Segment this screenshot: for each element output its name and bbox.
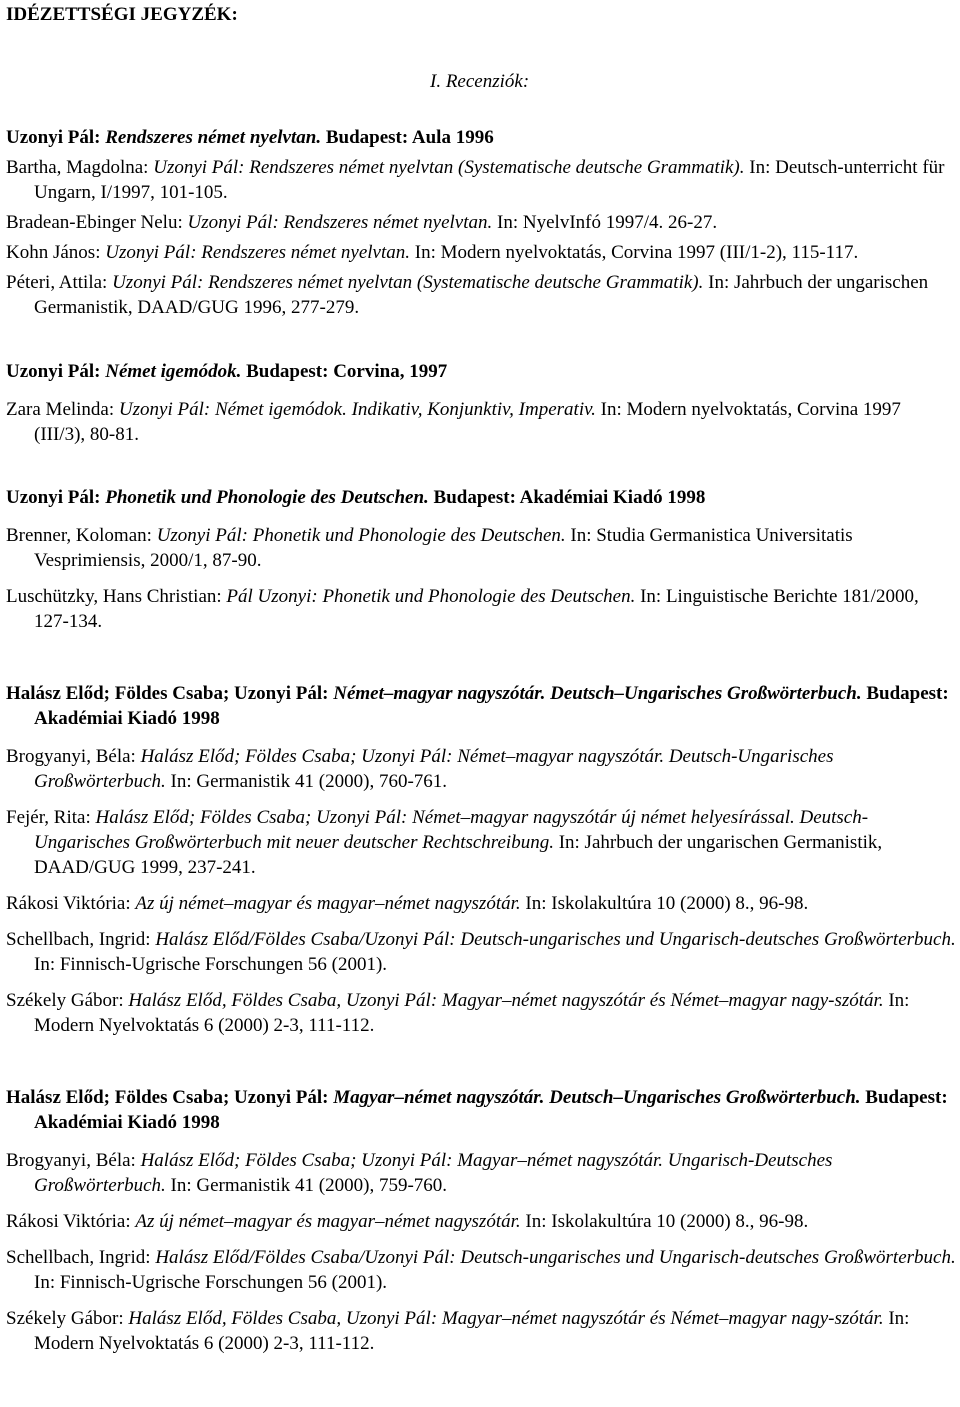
review-entry: Székely Gábor: Halász Előd, Földes Csaba, Uzonyi Pál: Magyar–német nagyszótár és Német–magyar nagy-szótár. In: Modern Nyelvoktatás 6 (2000) 2-3, 111-112. xyxy=(6,1308,910,1354)
review-entry: Fejér, Rita: Halász Előd; Földes Csaba; Uzonyi Pál: Német–magyar nagyszótár új német helyesírással. Deutsch-Ungarisches Großwörterbuch mit neuer deutscher Rechtschreibung. In: Jahrbuch der ungarischen Germanistik, DAAD/GUG 1999, 237-241. xyxy=(6,807,883,878)
reviewed-work-heading: Halász Előd; Földes Csaba; Uzonyi Pál: Magyar–német nagyszótár. Deutsch–Ungarisches Großwörterbuch. Budapest: Akadémiai Kiadó 1998 xyxy=(6,1087,948,1133)
reviewed-work-heading: Uzonyi Pál: Phonetik und Phonologie des Deutschen. Budapest: Akadémiai Kiadó 1998 xyxy=(6,487,706,508)
review-entry: Brenner, Koloman: Uzonyi Pál: Phonetik und Phonologie des Deutschen. In: Studia Germanistica Universitatis Vesprimiensis, 2000/1, 87-90. xyxy=(6,525,853,571)
review-entry: Rákosi Viktória: Az új német–magyar és magyar–német nagyszótár. In: Iskolakultúra 10 (2000) 8., 96-98. xyxy=(6,893,809,914)
reviewed-work-heading: Uzonyi Pál: Rendszeres német nyelvtan. Budapest: Aula 1996 xyxy=(6,127,494,148)
section-title: I. Recenziók: xyxy=(430,71,530,92)
review-entry: Rákosi Viktória: Az új német–magyar és magyar–német nagyszótár. In: Iskolakultúra 10 (2000) 8., 96-98. xyxy=(6,1211,809,1232)
review-group xyxy=(6,359,956,447)
reviewed-work-heading: Halász Előd; Földes Csaba; Uzonyi Pál: Német–magyar nagyszótár. Deutsch–Ungarisches Großwörterbuch. Budapest: Akadémiai Kiadó 1998 xyxy=(6,683,949,729)
review-entry: Schellbach, Ingrid: Halász Előd/Földes Csaba/Uzonyi Pál: Deutsch-ungarisches und Ungarisch-deutsches Großwörterbuch. In: Finnisch-Ugrische Forschungen 56 (2001). xyxy=(6,929,956,975)
review-entry: Péteri, Attila: Uzonyi Pál: Rendszeres német nyelvtan (Systematische deutsche Grammatik). In: Jahrbuch der ungarischen Germanistik, DAAD/GUG 1996, 277-279. xyxy=(6,272,929,318)
review-entry: Bradean-Ebinger Nelu: Uzonyi Pál: Rendszeres német nyelvtan. In: NyelvInfó 1997/4. 26-27. xyxy=(6,212,718,233)
review-entry: Brogyanyi, Béla: Halász Előd; Földes Csaba; Uzonyi Pál: Magyar–német nagyszótár. Ungarisch-Deutsches Großwörterbuch. In: Germanistik 41 (2000), 759-760. xyxy=(6,1150,833,1196)
review-entry: Brogyanyi, Béla: Halász Előd; Földes Csaba; Uzonyi Pál: Német–magyar nagyszótár. Deutsch-Ungarisches Großwörterbuch. In: Germanistik 41 (2000), 760-761. xyxy=(6,746,834,792)
review-entry: Kohn János: Uzonyi Pál: Rendszeres német nyelvtan. In: Modern nyelvoktatás, Corvina 1997 (III/1-2), 115-117. xyxy=(6,242,859,263)
review-entry: Luschützky, Hans Christian: Pál Uzonyi: Phonetik und Phonologie des Deutschen. In: Linguistische Berichte 181/2000, 127-134. xyxy=(6,586,919,632)
review-group xyxy=(6,1085,956,1356)
review-entry: Székely Gábor: Halász Előd, Földes Csaba, Uzonyi Pál: Magyar–német nagyszótár és Német–magyar nagy-szótár. In: Modern Nyelvoktatás 6 (2000) 2-3, 111-112. xyxy=(6,990,910,1036)
document-title: IDÉZETTSÉGI JEGYZÉK: xyxy=(6,4,238,25)
review-entry: Zara Melinda: Uzonyi Pál: Német igemódok. Indikativ, Konjunktiv, Imperativ. In: Modern nyelvoktatás, Corvina 1997 (III/3), 80-81. xyxy=(6,399,901,445)
reviewed-work-heading: Uzonyi Pál: Német igemódok. Budapest: Corvina, 1997 xyxy=(6,361,448,382)
review-entry: Schellbach, Ingrid: Halász Előd/Földes Csaba/Uzonyi Pál: Deutsch-ungarisches und Ungarisch-deutsches Großwörterbuch. In: Finnisch-Ugrische Forschungen 56 (2001). xyxy=(6,1247,956,1293)
review-group xyxy=(6,485,956,634)
citation-list-page xyxy=(6,2,956,1356)
review-group xyxy=(6,681,956,1038)
review-entry: Bartha, Magdolna: Uzonyi Pál: Rendszeres német nyelvtan (Systematische deutsche Grammatik). In: Deutsch-unterricht für Ungarn, I/1997, 101-105. xyxy=(6,157,945,203)
review-group xyxy=(6,125,956,320)
